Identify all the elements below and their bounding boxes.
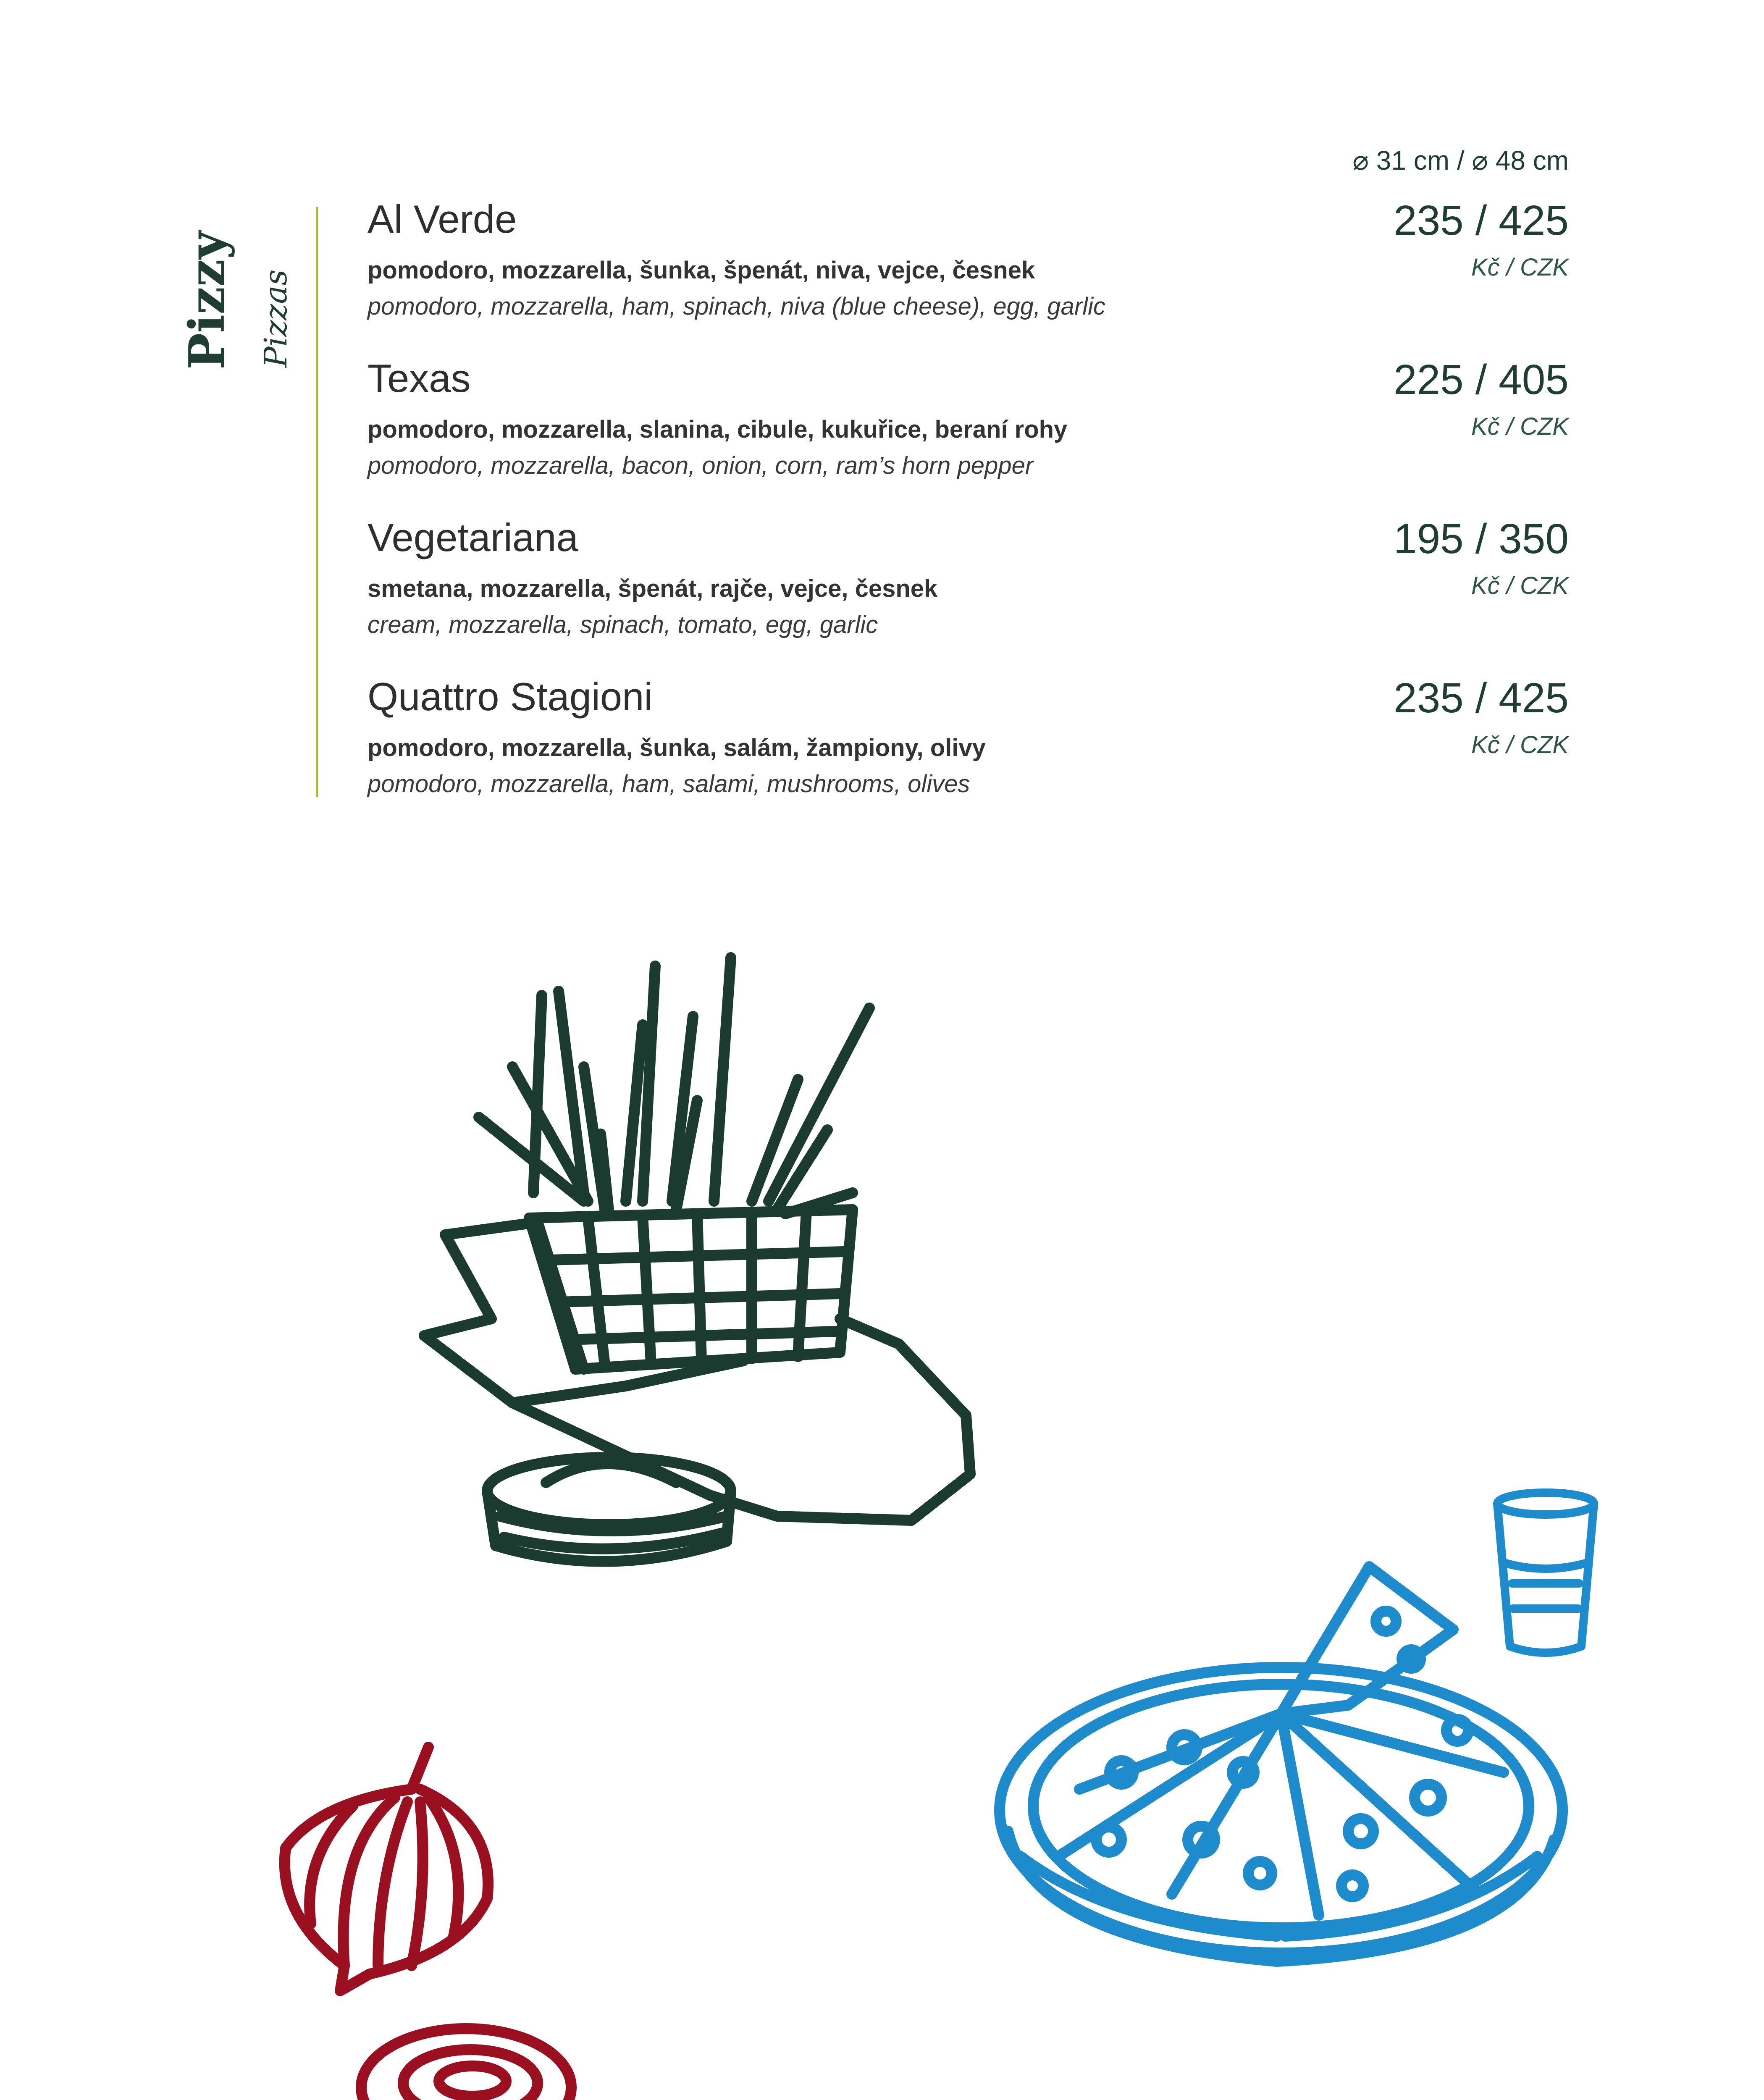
size-header: ⌀ 31 cm / ⌀ 48 cm	[1352, 145, 1569, 176]
item-ingredients-cz: pomodoro, mozzarella, šunka, salám, žampiony, olivy	[368, 734, 986, 761]
item-name: Texas	[368, 356, 471, 400]
item-ingredients-cz: pomodoro, mozzarella, slanina, cibule, kukuřice, beraní rohy	[368, 416, 1068, 443]
item-currency: Kč / CZK	[1471, 254, 1569, 281]
item-name: Quattro Stagioni	[368, 675, 653, 719]
menu-item	[368, 357, 1569, 516]
item-currency: Kč / CZK	[1471, 572, 1569, 599]
item-price: 225 / 405	[1393, 356, 1569, 403]
section-divider	[316, 207, 318, 797]
item-ingredients-en: pomodoro, mozzarella, ham, salami, mushrooms, olives	[368, 770, 970, 798]
item-price: 235 / 425	[1393, 197, 1569, 244]
menu-item	[368, 197, 1569, 357]
glass-icon	[1487, 1487, 1604, 1663]
fries-basket-icon	[407, 941, 995, 1596]
onion-icon	[344, 2008, 580, 2100]
item-ingredients-en: cream, mozzarella, spinach, tomato, egg, garlic	[368, 611, 878, 638]
item-ingredients-cz: pomodoro, mozzarella, šunka, špenát, niva, vejce, česnek	[368, 257, 1035, 284]
item-currency: Kč / CZK	[1471, 731, 1569, 759]
item-ingredients-en: pomodoro, mozzarella, bacon, onion, corn, ram’s horn pepper	[368, 452, 1034, 479]
section-title	[178, 231, 236, 370]
item-ingredients-en: pomodoro, mozzarella, ham, spinach, niva (blue cheese), egg, garlic	[368, 293, 1106, 320]
menu-list	[368, 197, 1569, 834]
onion-icon	[269, 1739, 504, 1999]
section-title-en: Pizzas	[258, 269, 294, 368]
section-title-cz: Pizzy	[178, 231, 236, 370]
item-price: 195 / 350	[1393, 515, 1569, 562]
item-ingredients-cz: smetana, mozzarella, špenát, rajče, vejce, česnek	[368, 575, 938, 602]
item-currency: Kč / CZK	[1471, 413, 1569, 440]
section-subtitle	[260, 242, 311, 368]
item-price: 235 / 425	[1393, 675, 1569, 722]
menu-item	[368, 516, 1569, 675]
item-name: Al Verde	[368, 197, 517, 241]
menu-item	[368, 675, 1569, 834]
item-name: Vegetariana	[368, 515, 578, 559]
